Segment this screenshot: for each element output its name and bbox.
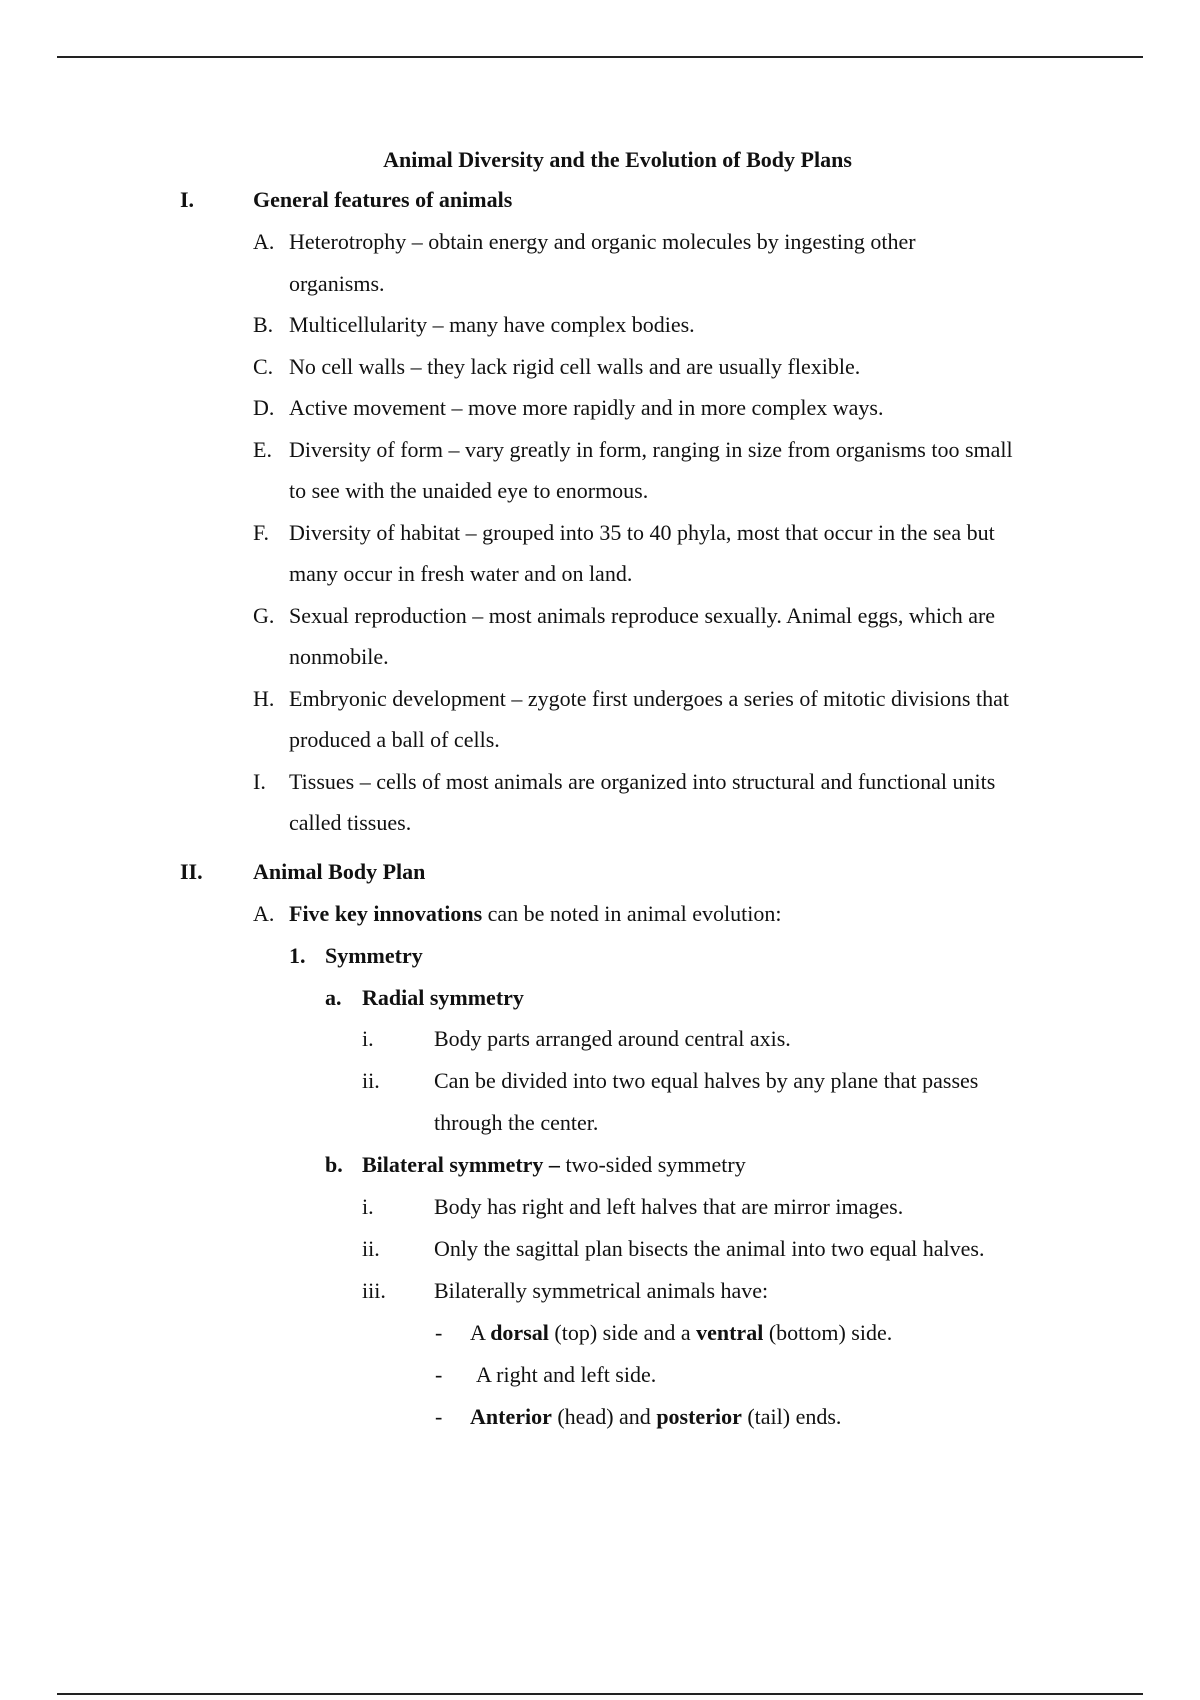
list-marker: iii.: [362, 1278, 386, 1303]
list-item-continuation: through the center.: [434, 1110, 599, 1135]
list-item: Only the sagittal plan bisects the animal into two equal halves.: [434, 1236, 985, 1261]
list-marker: G.: [253, 602, 275, 628]
list-item-continuation: to see with the unaided eye to enormous.: [289, 478, 649, 503]
subheading-symmetry: Symmetry: [325, 943, 423, 968]
section-heading: General features of animals: [253, 187, 513, 212]
list-marker: i.: [362, 1194, 374, 1219]
dash-marker: -: [435, 1362, 443, 1387]
list-item: A dorsal (top) side and a ventral (bottom) side.: [470, 1320, 893, 1345]
list-marker: F.: [253, 519, 269, 545]
list-item: Sexual reproduction – most animals reproduce sexually. Animal eggs, which are: [289, 602, 996, 628]
list-item: Body has right and left halves that are mirror images.: [434, 1194, 904, 1219]
list-item: Bilaterally symmetrical animals have:: [434, 1278, 769, 1303]
list-item: Anterior (head) and posterior (tail) ends.: [470, 1404, 842, 1429]
list-marker: C.: [253, 353, 274, 379]
list-item-continuation: produced a ball of cells.: [289, 727, 500, 752]
list-item-continuation: called tissues.: [289, 810, 412, 835]
list-item: Can be divided into two equal halves by any plane that passes: [434, 1068, 979, 1093]
list-item: Tissues – cells of most animals are organized into structural and functional units: [289, 768, 996, 794]
page-title: Animal Diversity and the Evolution of Body Plans: [383, 147, 852, 172]
top-rule: [57, 56, 1143, 58]
list-marker: D.: [253, 395, 275, 420]
list-marker: i.: [362, 1026, 374, 1051]
list-marker: ii.: [362, 1236, 380, 1261]
list-marker: E.: [253, 436, 272, 462]
section-numeral: I.: [180, 187, 195, 212]
list-item: Five key innovations can be noted in animal evolution:: [289, 901, 782, 926]
list-item: Diversity of habitat – grouped into 35 to 40 phyla, most that occur in the sea but: [289, 519, 995, 545]
list-marker: A.: [253, 229, 275, 254]
subheading-bilateral: Bilateral symmetry – two-sided symmetry: [362, 1152, 746, 1177]
list-marker: H.: [253, 685, 275, 711]
list-item: Heterotrophy – obtain energy and organic molecules by ingesting other: [289, 229, 916, 254]
list-item-continuation: nonmobile.: [289, 644, 389, 669]
section-heading: Animal Body Plan: [253, 859, 426, 884]
list-marker: a.: [325, 985, 342, 1010]
list-marker: ii.: [362, 1068, 380, 1093]
subheading-radial: Radial symmetry: [362, 985, 524, 1010]
list-item-continuation: organisms.: [289, 270, 385, 296]
list-marker: 1.: [289, 943, 306, 968]
list-item-continuation: many occur in fresh water and on land.: [289, 561, 633, 586]
list-marker: B.: [253, 312, 274, 337]
list-item: A right and left side.: [476, 1362, 657, 1387]
list-marker: I.: [253, 768, 266, 794]
list-item: No cell walls – they lack rigid cell walls and are usually flexible.: [289, 353, 861, 379]
list-item: Diversity of form – vary greatly in form, ranging in size from organisms too small: [289, 436, 1013, 462]
list-item: Body parts arranged around central axis.: [434, 1026, 791, 1051]
list-item: Active movement – move more rapidly and in more complex ways.: [289, 395, 884, 420]
section-numeral: II.: [180, 859, 203, 884]
bottom-rule: [57, 1693, 1143, 1695]
list-marker: A.: [253, 901, 275, 926]
list-item: Multicellularity – many have complex bodies.: [289, 312, 695, 337]
dash-marker: -: [435, 1320, 443, 1345]
dash-marker: -: [435, 1404, 443, 1429]
list-marker: b.: [325, 1152, 343, 1177]
list-item: Embryonic development – zygote first undergoes a series of mitotic divisions that: [289, 685, 1009, 711]
